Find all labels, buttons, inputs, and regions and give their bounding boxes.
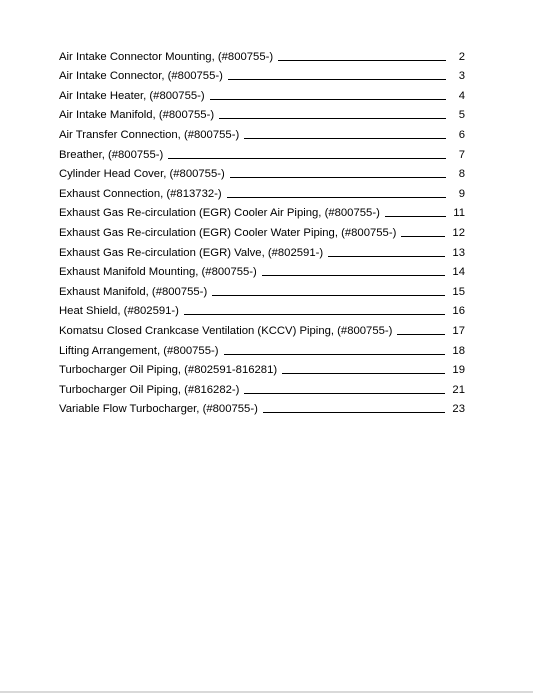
- toc-leader-line: [263, 412, 446, 413]
- toc-leader-line: [219, 118, 446, 119]
- toc-entry-page-number: 6: [458, 128, 465, 141]
- toc-entry-title: Exhaust Manifold, (#800755-): [59, 285, 208, 298]
- toc-entry-breather[interactable]: [59, 142, 465, 162]
- toc-entry-title: Breather, (#800755-): [59, 148, 164, 161]
- toc-entry-title: Exhaust Gas Re-circulation (EGR) Valve, (#802591-): [59, 246, 324, 259]
- toc-entry-title: Turbocharger Oil Piping, (#802591-816281): [59, 364, 278, 377]
- toc-leader-line: [262, 275, 446, 276]
- toc-entry-cylinder-head-cover[interactable]: [59, 162, 465, 182]
- toc-leader-line: [282, 373, 445, 374]
- toc-leader-line: [227, 197, 446, 198]
- toc-entry-page-number: 5: [458, 109, 465, 122]
- toc-entry-page-number: 16: [452, 305, 465, 318]
- toc-leader-line: [212, 295, 445, 296]
- toc-entry-lifting-arrangement[interactable]: [59, 338, 465, 358]
- toc-entry-page-number: 19: [452, 364, 465, 377]
- toc-leader-line: [244, 393, 445, 394]
- toc-entry-air-intake-connector[interactable]: [59, 64, 465, 84]
- toc-entry-page-number: 7: [458, 148, 465, 161]
- toc-leader-line: [230, 177, 446, 178]
- toc-entry-title: Turbocharger Oil Piping, (#816282-): [59, 383, 240, 396]
- toc-entry-page-number: 12: [452, 226, 465, 239]
- toc-leader-line: [184, 314, 445, 315]
- toc-entry-title: Lifting Arrangement, (#800755-): [59, 344, 219, 357]
- toc-entry-air-transfer-connection[interactable]: [59, 122, 465, 142]
- toc-entry-title: Air Intake Connector Mounting, (#800755-): [59, 50, 274, 63]
- toc-entry-turbocharger-oil-piping-816282[interactable]: [59, 377, 465, 397]
- toc-entry-title: Exhaust Connection, (#813732-): [59, 187, 222, 200]
- toc-entry-title: Air Intake Connector, (#800755-): [59, 70, 223, 83]
- toc-entry-kccv-piping[interactable]: [59, 318, 465, 338]
- toc-entry-page-number: 11: [453, 207, 465, 220]
- toc-entry-page-number: 23: [452, 403, 465, 416]
- toc-entry-title: Air Intake Heater, (#800755-): [59, 89, 205, 102]
- toc-leader-line: [168, 158, 446, 159]
- toc-entry-page-number: 4: [458, 89, 465, 102]
- toc-leader-line: [328, 256, 445, 257]
- toc-entry-title: Komatsu Closed Crankcase Ventilation (KCCV) Piping, (#800755-): [59, 324, 393, 337]
- toc-entry-egr-valve[interactable]: [59, 240, 465, 260]
- toc-leader-line: [401, 236, 445, 237]
- toc-entry-page-number: 3: [458, 70, 465, 83]
- toc-entry-exhaust-manifold-mounting[interactable]: [59, 260, 465, 280]
- toc-entry-page-number: 8: [458, 168, 465, 181]
- toc-entry-page-number: 17: [452, 324, 465, 337]
- toc-entry-page-number: 14: [452, 266, 465, 279]
- toc-entry-page-number: 15: [452, 285, 465, 298]
- table-of-contents: [59, 44, 465, 416]
- toc-entry-air-intake-heater[interactable]: [59, 83, 465, 103]
- toc-entry-egr-cooler-air-piping[interactable]: [59, 201, 465, 221]
- toc-leader-line: [244, 138, 446, 139]
- toc-entry-title: Air Intake Manifold, (#800755-): [59, 109, 215, 122]
- toc-entry-page-number: 9: [458, 187, 465, 200]
- toc-entry-page-number: 21: [452, 383, 465, 396]
- toc-entry-exhaust-manifold[interactable]: [59, 279, 465, 299]
- toc-entry-title: Variable Flow Turbocharger, (#800755-): [59, 403, 258, 416]
- toc-entry-title: Air Transfer Connection, (#800755-): [59, 128, 240, 141]
- toc-leader-line: [278, 60, 446, 61]
- toc-entry-title: Exhaust Gas Re-circulation (EGR) Cooler Water Piping, (#800755-): [59, 226, 397, 239]
- toc-entry-turbocharger-oil-piping-802591[interactable]: [59, 358, 465, 378]
- toc-entry-egr-cooler-water-piping[interactable]: [59, 220, 465, 240]
- toc-entry-air-intake-connector-mounting[interactable]: [59, 44, 465, 64]
- toc-entry-page-number: 2: [458, 50, 465, 63]
- toc-entry-title: Exhaust Manifold Mounting, (#800755-): [59, 266, 257, 279]
- toc-leader-line: [385, 216, 446, 217]
- toc-entry-air-intake-manifold[interactable]: [59, 103, 465, 123]
- toc-entry-title: Heat Shield, (#802591-): [59, 305, 179, 318]
- toc-leader-line: [210, 99, 446, 100]
- toc-entry-heat-shield[interactable]: [59, 299, 465, 319]
- toc-entry-exhaust-connection[interactable]: [59, 181, 465, 201]
- toc-entry-title: Exhaust Gas Re-circulation (EGR) Cooler Air Piping, (#800755-): [59, 207, 380, 220]
- toc-leader-line: [397, 334, 445, 335]
- toc-entry-title: Cylinder Head Cover, (#800755-): [59, 168, 225, 181]
- toc-entry-page-number: 13: [452, 246, 465, 259]
- toc-entry-variable-flow-turbocharger[interactable]: [59, 397, 465, 417]
- toc-leader-line: [224, 354, 446, 355]
- toc-leader-line: [228, 79, 446, 80]
- toc-entry-page-number: 18: [452, 344, 465, 357]
